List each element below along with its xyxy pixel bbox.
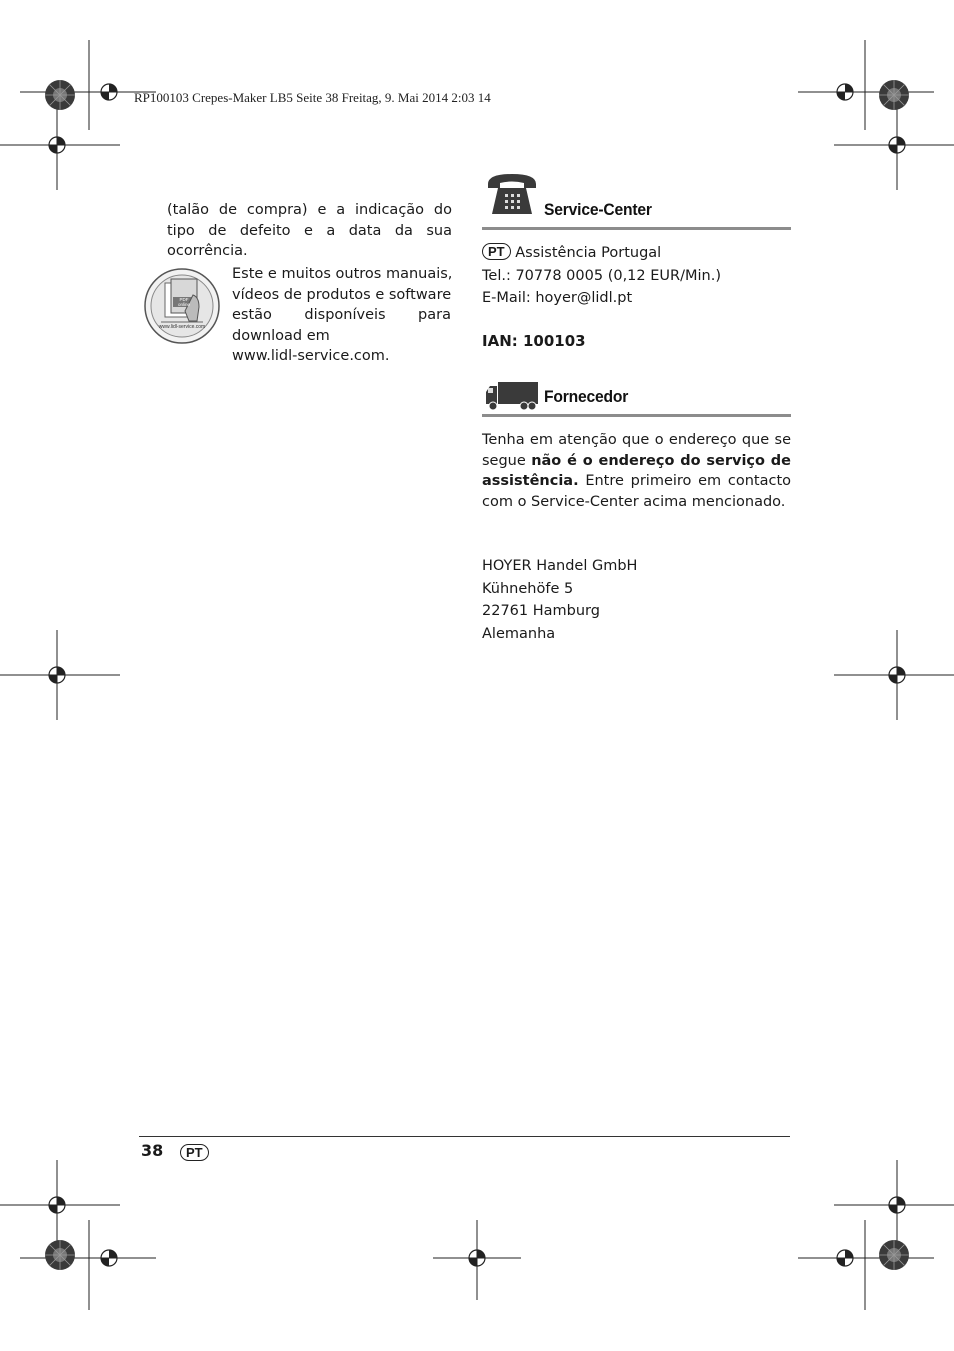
- badge-url-text: www.lidl-service.com: [158, 324, 206, 330]
- supplier-note-part2: Entre primeiro em contacto com o Service-Center acima mencionado.: [482, 473, 792, 510]
- address-company: HOYER Handel GmbH: [482, 558, 638, 574]
- page-number: 38: [141, 1141, 164, 1160]
- footer-rule: [139, 1136, 790, 1137]
- email-line[interactable]: E-Mail: hoyer@lidl.pt: [482, 290, 633, 306]
- download-paragraph: [232, 264, 451, 367]
- tel-line: Tel.: 70778 0005 (0,12 EUR/Min.): [482, 267, 721, 284]
- fornecedor-rule: [482, 414, 791, 417]
- country-name: Assistência Portugal: [515, 245, 662, 261]
- intro-paragraph: (talão de compra) e a indicação do tipo de defeito e a data da sua ocorrência.: [167, 202, 452, 259]
- download-line-4: download em: [232, 327, 330, 344]
- address-city: 22761 Hamburg: [482, 603, 600, 619]
- address-country: Alemanha: [482, 625, 556, 642]
- supplier-note-part1: Tenha em atenção que o endereço que se segue: [482, 432, 791, 469]
- footer-language-badge: PT: [180, 1144, 209, 1161]
- download-line-2: vídeos de produtos e software: [232, 286, 452, 303]
- download-link[interactable]: www.lidl-service.com.: [232, 348, 390, 364]
- print-header: RP100103 Crepes-Maker LB5 Seite 38 Freitag, 9. Mai 2014 2:03 14: [134, 90, 491, 105]
- service-center-rule: [482, 227, 791, 230]
- lidl-service-badge: [143, 267, 221, 345]
- ian-number: IAN: 100103: [482, 332, 586, 350]
- country-line: [482, 242, 802, 265]
- address-street: Kühnehöfe 5: [482, 580, 574, 597]
- supplier-address: [482, 555, 637, 645]
- truck-icon: [484, 380, 540, 412]
- download-line-1: Este e muitos outros manuais,: [232, 266, 453, 282]
- badge-doc-text: PDF online: [177, 297, 190, 307]
- footer-language-badge-wrap: [180, 1143, 209, 1162]
- fornecedor-title: Fornecedor: [544, 387, 629, 406]
- service-center-title: Service-Center: [544, 200, 652, 219]
- supplier-note-bold: não é o endereço do serviço de assistência.: [482, 452, 792, 489]
- supplier-note: [482, 430, 791, 512]
- telephone-icon: [484, 170, 540, 218]
- download-line-3: estão disponíveis para: [232, 307, 451, 323]
- country-badge: PT: [482, 243, 511, 260]
- service-center-contact: [482, 242, 802, 310]
